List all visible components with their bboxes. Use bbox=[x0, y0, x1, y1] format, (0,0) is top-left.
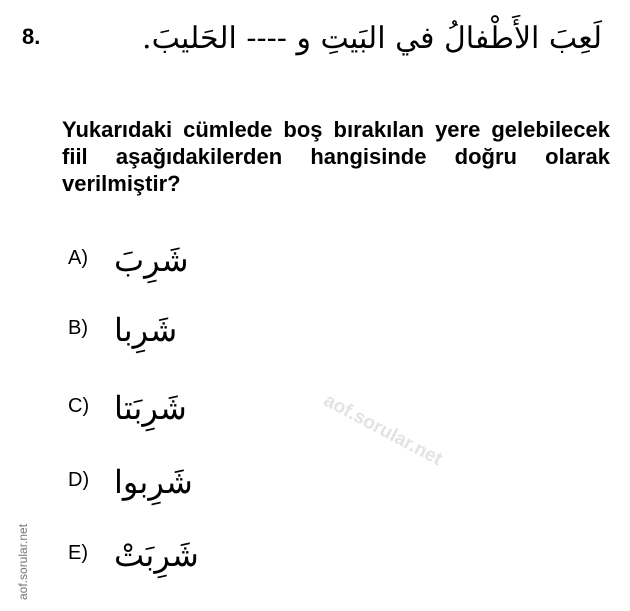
option-b[interactable] bbox=[68, 308, 368, 358]
option-c-letter: C) bbox=[68, 395, 90, 417]
option-a[interactable] bbox=[68, 238, 368, 288]
option-e[interactable] bbox=[68, 533, 368, 583]
arabic-sentence: لَعِبَ الأَطْفالُ في البَيتِ و ---- الحَليبَ. bbox=[142, 21, 602, 56]
question-text: Yukarıdaki cümlede boş bırakılan yere gelebilecek fiil aşağıdakilerden hangisinde doğru olarak verilmiştir? bbox=[62, 117, 610, 196]
option-a-letter: A) bbox=[68, 247, 88, 269]
watermark-side: aof.sorular.net bbox=[16, 523, 30, 600]
option-c-text: شَرِبَتا bbox=[114, 389, 187, 427]
option-d-letter: D) bbox=[68, 469, 90, 491]
option-a-text: شَرِبَ bbox=[114, 241, 189, 279]
option-d-text: شَرِبوا bbox=[114, 463, 193, 501]
question-number: 8. bbox=[22, 24, 41, 49]
option-b-letter: B) bbox=[68, 317, 88, 339]
watermark-diagonal: aof.sorular.net bbox=[320, 390, 446, 471]
option-d[interactable] bbox=[68, 460, 368, 510]
option-e-letter: E) bbox=[68, 542, 88, 564]
option-e-text: شَرِبَتْ bbox=[114, 536, 199, 574]
option-b-text: شَرِبا bbox=[114, 311, 178, 349]
